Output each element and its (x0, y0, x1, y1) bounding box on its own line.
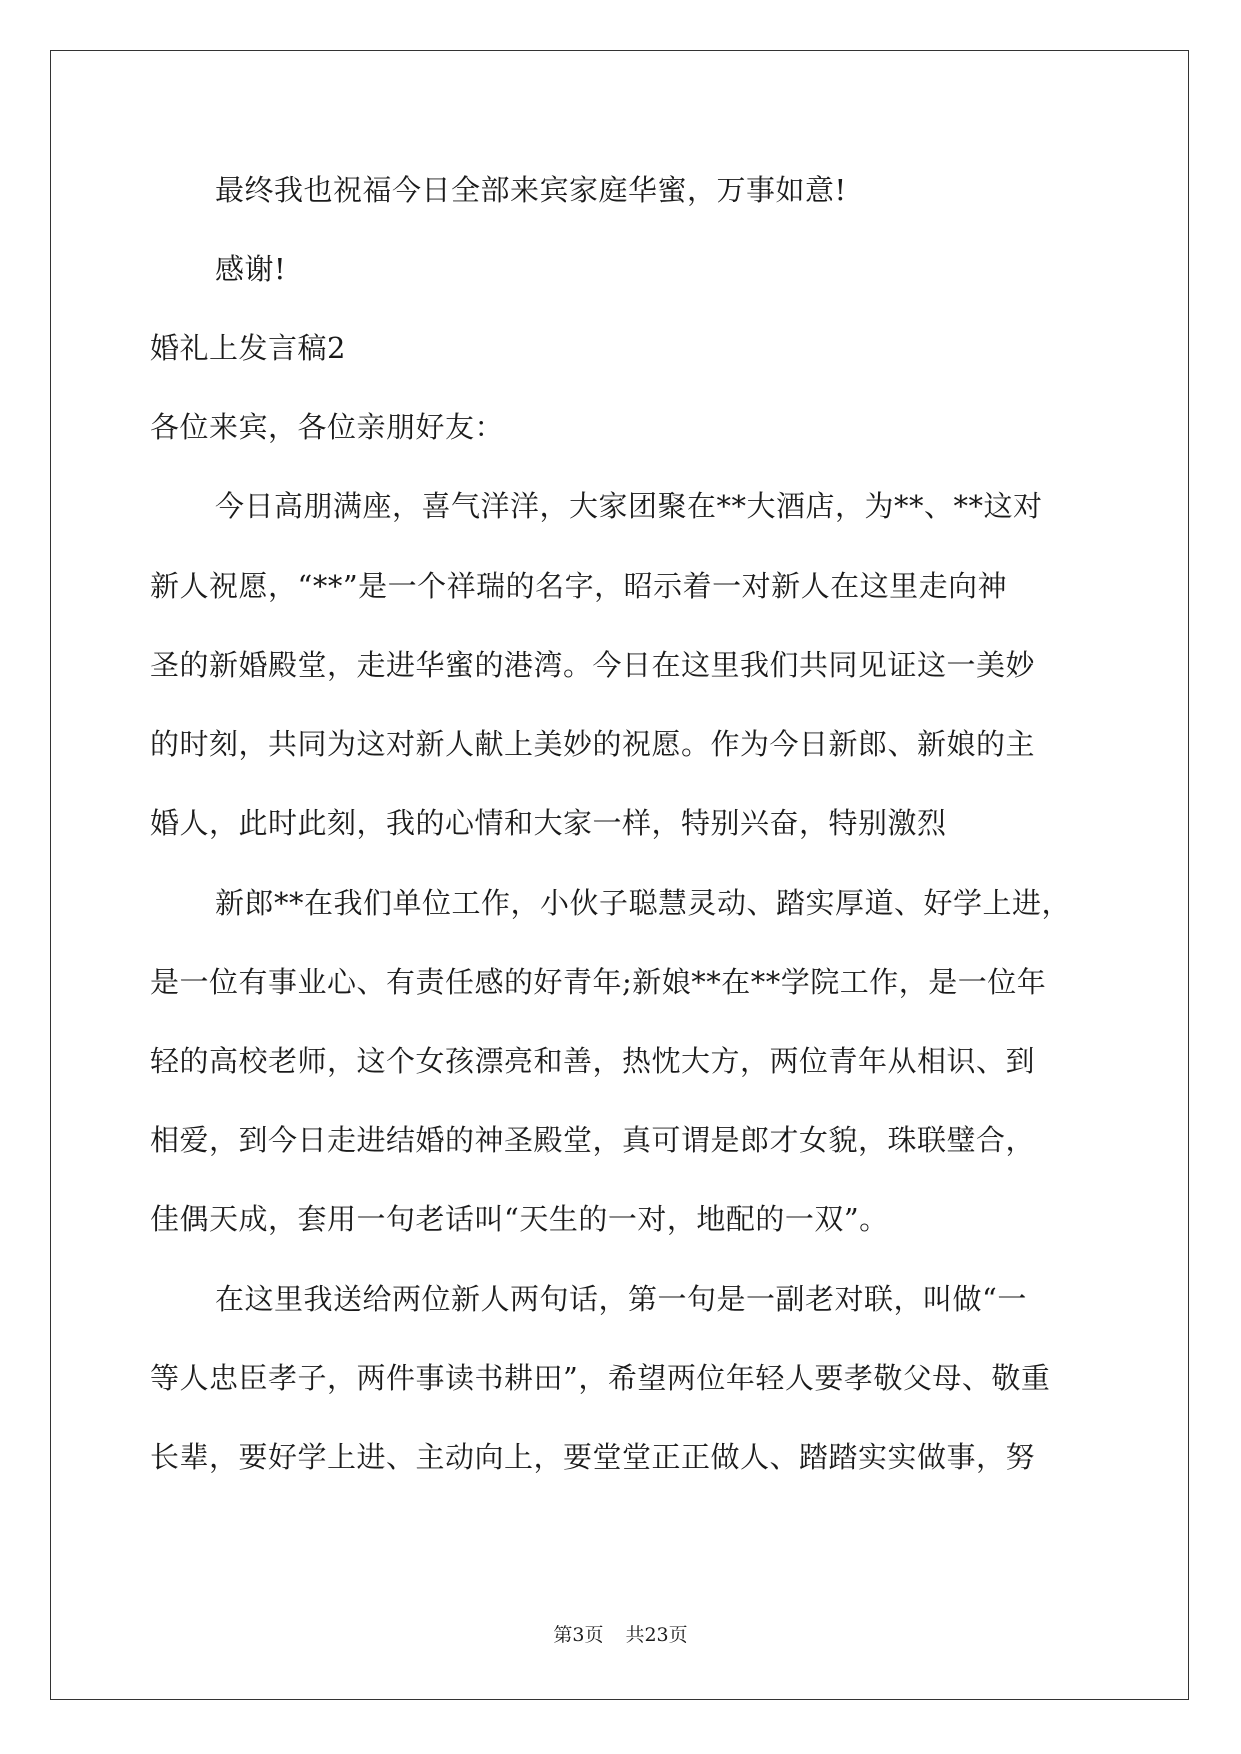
paragraph-line: 圣的新婚殿堂，走进华蜜的港湾。今日在这里我们共同见证这一美妙 (150, 648, 1036, 682)
paragraph-line: 最终我也祝福今日全部来宾家庭华蜜，万事如意! (215, 173, 847, 207)
paragraph-line: 今日高朋满座，喜气洋洋，大家团聚在**大酒店，为**、**这对 (215, 489, 1043, 523)
paragraph-line: 佳偶天成，套用一句老话叫“天生的一对，地配的一双”。 (150, 1202, 889, 1236)
paragraph-line: 长辈，要好学上进、主动向上，要堂堂正正做人、踏踏实实做事，努 (150, 1440, 1036, 1474)
paragraph-line: 相爱，到今日走进结婚的神圣殿堂，真可谓是郎才女貌，珠联璧合， (150, 1123, 1036, 1157)
section-heading: 婚礼上发言稿2 (150, 331, 346, 365)
paragraph-line: 是一位有事业心、有责任感的好青年;新娘**在**学院工作，是一位年 (150, 965, 1047, 999)
paragraph-line: 轻的高校老师，这个女孩漂亮和善，热忱大方，两位青年从相识、到 (150, 1044, 1036, 1078)
paragraph-line: 在这里我送给两位新人两句话，第一句是一副老对联，叫做“一 (215, 1282, 1027, 1316)
paragraph-line: 感谢! (215, 252, 287, 286)
paragraph-line: 新人祝愿，“**”是一个祥瑞的名字，昭示着一对新人在这里走向神 (150, 569, 1008, 603)
paragraph-line: 婚人，此时此刻，我的心情和大家一样，特别兴奋，特别激烈 (150, 806, 947, 840)
salutation: 各位来宾，各位亲朋好友： (150, 410, 505, 444)
page-total: 共23页 (625, 1624, 688, 1646)
paragraph-line: 的时刻，共同为这对新人献上美妙的祝愿。作为今日新郎、新娘的主 (150, 727, 1036, 761)
page-number: 第3页 (553, 1624, 604, 1646)
page-footer (0, 1620, 1241, 1647)
paragraph-line: 新郎**在我们单位工作，小伙子聪慧灵动、踏实厚道、好学上进， (215, 886, 1072, 920)
paragraph-line: 等人忠臣孝子，两件事读书耕田”，希望两位年轻人要孝敬父母、敬重 (150, 1361, 1051, 1395)
